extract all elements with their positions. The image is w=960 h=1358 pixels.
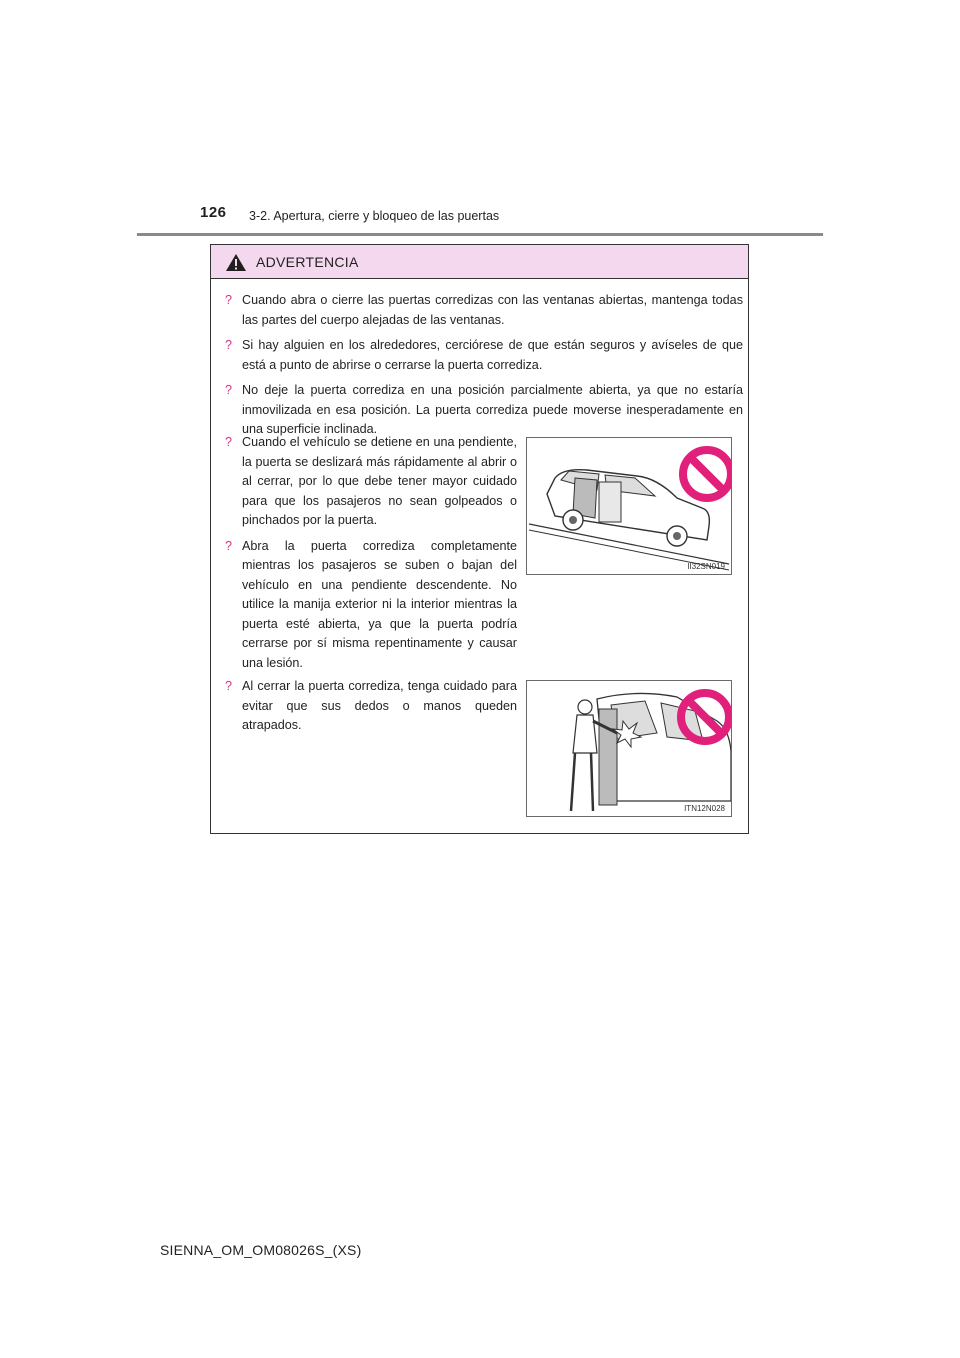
warning-title: ADVERTENCIA xyxy=(256,254,359,270)
warning-item-text: Abra la puerta corrediza completamente mientras los pasajeros se suben o bajan del vehículo en una pendiente descendente. No utilice la manija exterior ni la interior mientras la puerta esté abierta, ya que la puerta podría cerrarse por sí misma repentinamente y causar una lesión. xyxy=(242,538,517,670)
warning-item xyxy=(225,381,743,440)
section-title: 3-2. Apertura, cierre y bloqueo de las puertas xyxy=(249,209,500,223)
figure-hand-in-door xyxy=(526,680,732,817)
figure-code: ITN12N028 xyxy=(684,804,725,813)
warning-item xyxy=(225,537,517,674)
bullet-marker: ? xyxy=(225,435,233,449)
warning-triangle-icon xyxy=(225,253,247,272)
warning-item xyxy=(225,336,743,375)
bullet-marker: ? xyxy=(225,338,233,352)
figure-code: II32SN019 xyxy=(687,562,725,571)
finger-warning-column xyxy=(225,677,517,742)
warning-header xyxy=(211,245,748,279)
header-rule xyxy=(137,233,823,236)
warning-item-text: No deje la puerta corrediza en una posición parcialmente abierta, ya que no estaría inmovilizada en esa posición. La puerta corrediza puede moverse inesperadamente en una superficie inclinada. xyxy=(242,383,743,436)
warning-item xyxy=(225,677,517,736)
hand-caught-illustration xyxy=(527,681,731,816)
van-on-slope-illustration xyxy=(527,438,731,574)
bullet-marker: ? xyxy=(225,538,233,553)
bullet-marker: ? xyxy=(225,293,233,307)
bullet-marker: ? xyxy=(225,383,233,397)
bullet-marker: ? xyxy=(225,679,233,693)
slope-warning-column xyxy=(225,433,517,679)
page-number: 126 xyxy=(200,204,227,221)
figure-van-on-slope xyxy=(526,437,732,575)
warning-item-text: Cuando el vehículo se detiene en una pendiente, la puerta se deslizará más rápidamente al abrir o al cerrar, por lo que debe tener mayor cuidado para que los pasajeros no sean golpeados o pinchados por la puerta. xyxy=(242,435,517,527)
document-id: SIENNA_OM_OM08026S_(XS) xyxy=(160,1242,362,1258)
warning-item xyxy=(225,291,743,330)
warning-item-text: Si hay alguien en los alrededores, cerciórese de que están seguros y avíseles de que está a punto de abrirse o cerrarse la puerta corrediza. xyxy=(242,338,743,372)
warning-item-text: Al cerrar la puerta corrediza, tenga cuidado para evitar que sus dedos o manos queden atrapados. xyxy=(242,679,517,732)
warning-item-text: Cuando abra o cierre las puertas corredizas con las ventanas abiertas, mantenga todas las partes del cuerpo alejadas de las ventanas. xyxy=(242,293,743,327)
warning-items xyxy=(225,291,743,446)
warning-item xyxy=(225,433,517,531)
warning-box xyxy=(210,244,749,834)
